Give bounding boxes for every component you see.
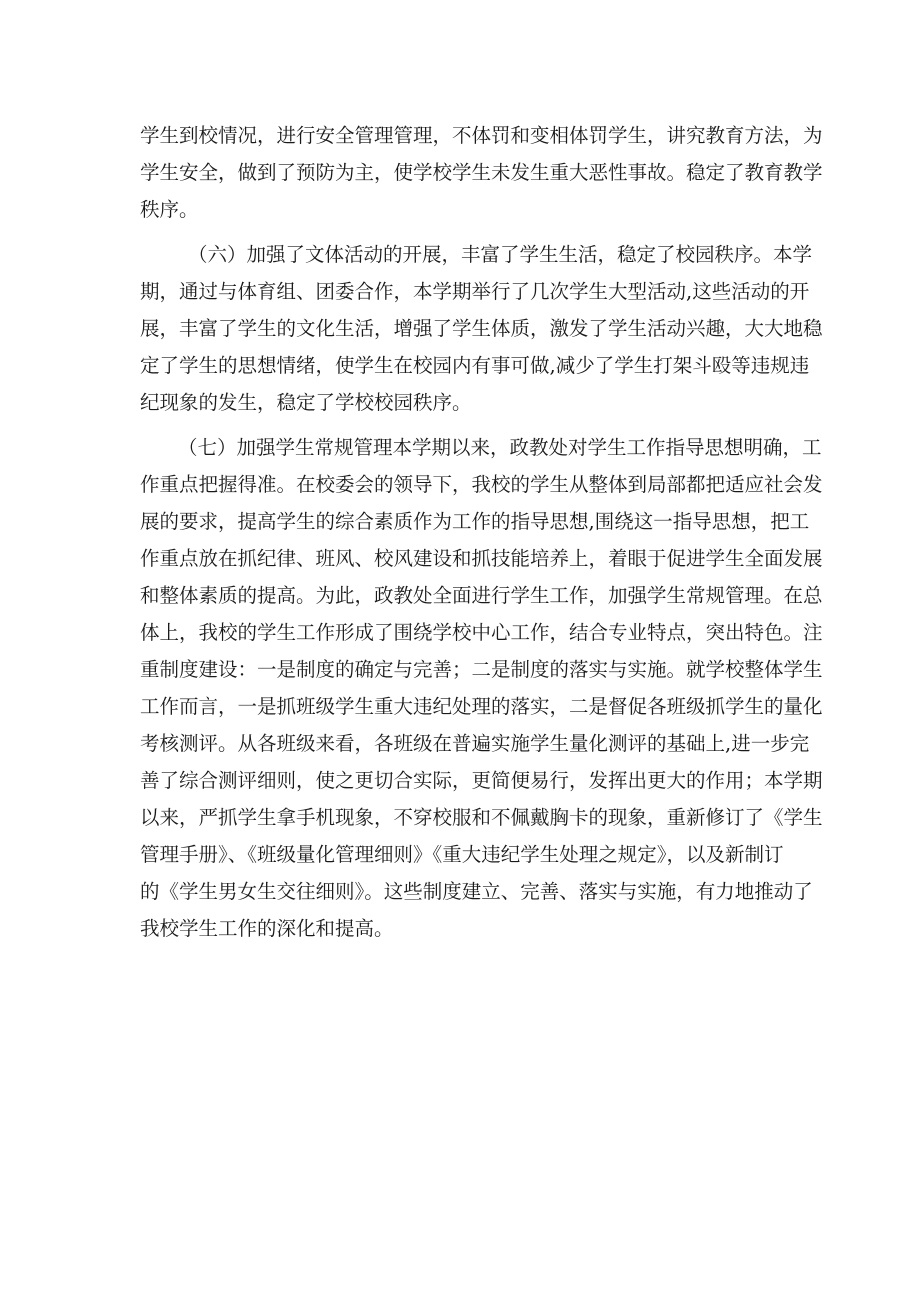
paragraph-section-6 xyxy=(140,236,823,421)
text-line: 期，通过与体育组、团委合作，本学期举行了几次学生大型活动,这些活动的开 xyxy=(140,280,810,303)
document-page xyxy=(140,117,823,947)
paragraph-section-7 xyxy=(140,429,823,947)
text-line: 秩序。 xyxy=(140,198,199,221)
text-line: 工作而言，一是抓班级学生重大违纪处理的落实，二是督促各班级抓学生的量化 xyxy=(140,695,823,718)
paragraph-continued xyxy=(140,117,823,228)
text-line: 的《学生男女生交往细则》。这些制度建立、完善、落实与实施，有力地推动了 xyxy=(140,880,813,903)
text-line: 我校学生工作的深化和提高。 xyxy=(140,917,394,940)
text-line: （七）加强学生常规管理本学期以来，政教处对学生工作指导思想明确，工 xyxy=(178,436,822,459)
text-line: 管理手册》、《班级量化管理细则》《重大违纪学生处理之规定》，以及新制订 xyxy=(140,843,784,866)
text-line: 定了学生的思想情绪，使学生在校园内有事可做,减少了学生打架斗殴等违规违 xyxy=(140,354,810,377)
text-line: 展，丰富了学生的文化生活，增强了学生体质，激发了学生活动兴趣，大大地稳 xyxy=(140,317,823,340)
text-line: （六）加强了文体活动的开展，丰富了学生生活，稳定了校园秩序。本学 xyxy=(188,243,813,266)
text-line: 考核测评。从各班级来看，各班级在普遍实施学生量化测评的基础上,进一步完 xyxy=(140,732,810,755)
text-line: 重制度建设：一是制度的确定与完善；二是制度的落实与实施。就学校整体学生 xyxy=(140,658,823,681)
text-line: 展的要求，提高学生的综合素质作为工作的指导思想,围绕这一指导思想，把工 xyxy=(140,510,810,533)
text-line: 学生到校情况，进行安全管理管理，不体罚和变相体罚学生，讲究教育方法，为 xyxy=(140,124,823,147)
text-line: 纪现象的发生，稳定了学校校园秩序。 xyxy=(140,391,472,414)
text-line: 以来，严抓学生拿手机现象，不穿校服和不佩戴胸卡的现象，重新修订了《学生 xyxy=(140,806,823,829)
text-line: 体上，我校的学生工作形成了围绕学校中心工作，结合专业特点，突出特色。注 xyxy=(140,621,823,644)
text-line: 作重点放在抓纪律、班风、校风建设和抓技能培养上，着眼于促进学生全面发展 xyxy=(140,547,823,570)
text-line: 学生安全，做到了预防为主，使学校学生未发生重大恶性事故。稳定了教育教学 xyxy=(140,161,823,184)
text-line: 和整体素质的提高。为此，政教处全面进行学生工作，加强学生常规管理。在总 xyxy=(140,584,823,607)
text-line: 作重点把握得准。在校委会的领导下，我校的学生从整体到局部都把适应社会发 xyxy=(140,473,823,496)
text-line: 善了综合测评细则，使之更切合实际，更简便易行，发挥出更大的作用；本学期 xyxy=(140,769,823,792)
